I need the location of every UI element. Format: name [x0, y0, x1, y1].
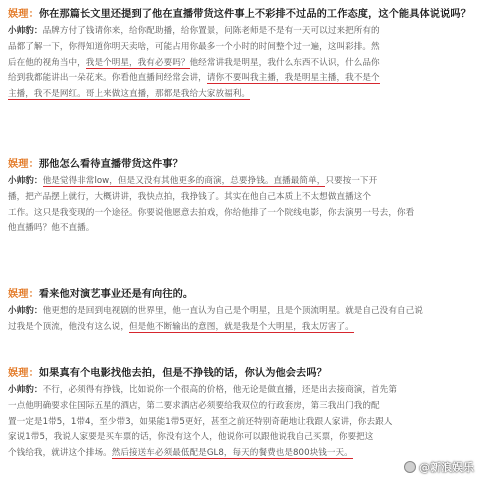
question-3: [8, 286, 472, 304]
question-speaker: 娱理：: [8, 9, 39, 20]
answer-text: 只要按一下开: [325, 176, 378, 186]
answer-speaker: 小帅豹：: [8, 176, 43, 186]
answer-text: 过我是个顶流，他没有这么说，: [8, 321, 130, 332]
answer-1: [8, 24, 472, 103]
highlighted-text: 请你不要叫我主播，我是明星主播，我不是个: [206, 73, 380, 84]
qa-block-4: [8, 365, 472, 462]
question-text: 那他怎么看待直播带货这件事？: [38, 159, 183, 170]
question-text: 如果真有个电影找他去拍，但是不挣钱的话，你认为他会去吗？: [38, 368, 327, 379]
question-speaker: 娱理：: [8, 368, 39, 379]
answer-text: 他更想的是回到电视剧的世界里，他一直认为自己是个明星，且是个顶流明星。就是自己没有自己说: [42, 306, 423, 316]
qa-block-3: [8, 286, 472, 336]
answer-text: 置一定是1带5，1带4，至少带3，如果能1带5更好，甚至之前还特别奇葩地让我跟人家讲，你去跟人: [8, 416, 393, 427]
qa-block-2: [8, 156, 472, 237]
answer-2: [8, 174, 472, 237]
answer-4: [8, 383, 472, 462]
watermark-text: @新浪娱乐: [419, 461, 474, 474]
answer-text: 工作。这只是我变现的一个途径。你要说他愿意去拍戏，你给他排了一个院线电影，你去演男一号去，你看: [8, 207, 415, 218]
qa-block-1: [8, 6, 472, 103]
answer-speaker: 小帅豹：: [8, 306, 43, 316]
answer-text: 播，把产品摆上就行，大概讲讲，我快点拍，我挣钱了。其实在他自己本质上不太想做直播这个: [8, 191, 372, 202]
highlighted-text: 他是觉得非常low，但是又没有其他更多的商演，总要挣钱。直播最简单，: [42, 176, 326, 186]
answer-text: 他直播吗？他不直播。: [8, 223, 95, 234]
answer-text: 品牌方付了钱请你来，给你配助播，给你置景，问陈老师是不是有一天可以过来把所有的: [42, 26, 380, 36]
weibo-icon: [404, 461, 416, 473]
highlighted-text: 然后接送车必须最低配是GL8，每天的餐费也是800块钱一天。: [111, 448, 353, 459]
answer-text: 品都了解一下，你得知道你明天卖啥，可能占用你最多一个小时的时间整个过一遍，这叫彩排。然: [8, 41, 380, 52]
answer-text: 不行，必须得有挣钱，比如说你一个很高的价格，他无论是做直播，还是出去接商演，首先第: [42, 385, 397, 395]
question-4: [8, 365, 472, 383]
answer-speaker: 小帅豹：: [8, 26, 43, 36]
answer-3: [8, 304, 472, 336]
question-speaker: 娱理：: [8, 289, 39, 300]
answer-text: 后在他的视角当中，: [8, 57, 86, 68]
question-text: 看来他对演艺事业还是有向往的。: [38, 289, 194, 300]
answer-text: 个钱给我，就讲这个排场。: [8, 448, 112, 459]
answer-text: 家说1带5，我说人家要是买车票的话，你没有这个人，他说你可以跟他说我自己买票，你要把这: [8, 432, 374, 443]
question-1: [8, 6, 472, 24]
weibo-watermark: [404, 459, 474, 475]
question-speaker: 娱理：: [8, 159, 39, 170]
question-text: 你在那篇长文里还提到了他在直播带货这件事上不彩排不过品的工作态度，这个能具体说说吗？: [38, 9, 471, 20]
answer-speaker: 小帅豹：: [8, 385, 43, 395]
answer-text: 他经常讲我是明星，我什么东西不认识，什么品你: [189, 57, 380, 68]
answer-text: 给到我都能讲出一朵花来。你看他直播间经常会讲，: [8, 73, 207, 84]
highlighted-text: 我是个明星，我有必要吗？: [85, 57, 190, 68]
answer-text: 一点他明确要求住国际五星的酒店，第二要求酒店必须要给我双位的行政套房，第三我出门我的配: [8, 400, 380, 411]
highlighted-text: 主播，我不是网红。哥上来做这直播，那都是我给大家放福利。: [8, 89, 251, 100]
question-2: [8, 156, 472, 174]
highlighted-text: 但是他不断输出的意图，就是我是个大明星，我太厉害了。: [129, 321, 354, 332]
